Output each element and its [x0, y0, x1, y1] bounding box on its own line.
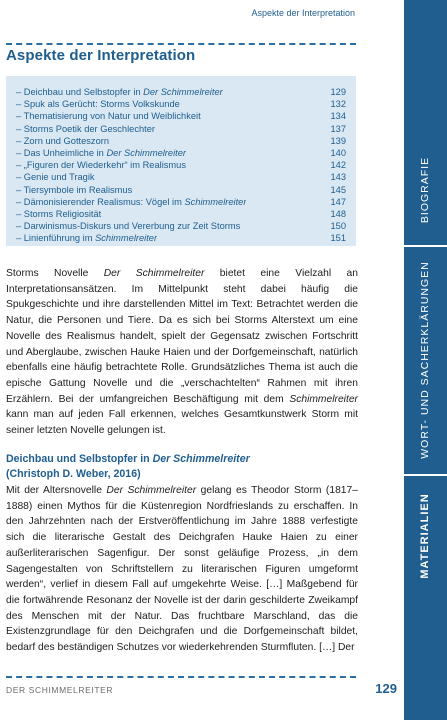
contents-entry[interactable]	[16, 196, 346, 208]
contents-entry-label: – Dämonisierender Realismus: Vögel im Schimmelreiter	[16, 196, 247, 207]
contents-entry-page: 132	[330, 99, 346, 110]
contents-entry-page: 129	[330, 87, 346, 97]
contents-entry-page: 137	[330, 123, 346, 134]
section-title: Aspekte der Interpretation	[6, 47, 196, 64]
contents-entry-page: 139	[330, 135, 346, 146]
contents-entry-label: – Tiersymbole im Realismus	[16, 184, 133, 195]
contents-entry-page: 151	[330, 233, 346, 244]
sidebar-tab-wort-und-sacherklaerungen[interactable]: WORT- UND SACHERKLÄRUNGEN	[419, 261, 431, 459]
bottom-dashed-rule	[6, 676, 356, 678]
contents-entry-page: 147	[330, 196, 346, 207]
contents-entry-label: – Deichbau und Selbstopfer in Der Schimmelreiter	[16, 87, 223, 97]
contents-entry[interactable]	[16, 232, 346, 244]
contents-entry[interactable]	[16, 147, 346, 159]
contents-entry-label: – Darwinismus-Diskurs und Vererbung zur Zeit Storms	[16, 221, 241, 232]
contents-entry-page: 142	[330, 160, 346, 171]
contents-entry-label: – Storms Religiosität	[16, 208, 102, 219]
contents-entry[interactable]	[16, 171, 346, 183]
contents-entry-label: – Linienführung im Schimmelreiter	[16, 233, 158, 244]
contents-entry[interactable]	[16, 110, 346, 122]
contents-entry[interactable]	[16, 98, 346, 110]
sidebar-divider	[404, 474, 447, 476]
contents-entry-label: – Genie und Tragik	[16, 172, 95, 183]
contents-box	[6, 76, 356, 246]
contents-entry-page: 140	[330, 147, 346, 158]
contents-entry[interactable]	[16, 123, 346, 135]
sidebar-tab-materialien[interactable]: MATERIALIEN	[419, 493, 431, 579]
contents-entry[interactable]	[16, 208, 346, 220]
contents-entry-label: – Das Unheimliche in Der Schimmelreiter	[16, 147, 186, 158]
running-head: Aspekte der Interpretation	[251, 8, 355, 18]
contents-entry-label: – Storms Poetik der Geschlechter	[16, 123, 155, 134]
contents-entry-page: 143	[330, 172, 346, 183]
page-number: 129	[375, 681, 397, 696]
intro-paragraph: Storms Novelle Der Schimmelreiter bietet eine Vielzahl an Interpretationsansätzen. Im Mittelpunkt steht dabei häufig die Spukgeschichte und ihre darstellenden Mittel im Text: Betrachtet werden die Natur, die Personen und Tiere. Da es sich bei Storms Alterstext um eine Novelle des Realismus handelt, spielt der Gegensatz zwischen Fortschritt und Aberglaube, zwischen Hauke Haien und der Dorfgemeinschaft, natürlich ebenfalls eine häufig betrachtete Rolle. Grundsätzliches Thema ist auch die epische Gattung Novelle und die „verschachtelten“ Rahmen mit ihren Erzählern. Bei der umfangreichen Beschäftigung mit dem Schimmelreiter kann man auf jeden Fall erkennen, welches Gesamtkunstwerk Storm mit seiner letzten Novelle gelungen ist.	[6, 268, 358, 437]
contents-entry[interactable]	[16, 135, 346, 147]
contents-entry-page: 150	[330, 221, 346, 232]
contents-entry[interactable]	[16, 184, 346, 196]
contents-entry-label: – Spuk als Gerücht: Storms Volkskunde	[16, 99, 180, 110]
sidebar-divider	[404, 245, 447, 247]
top-dashed-rule	[6, 43, 356, 45]
contents-entry[interactable]	[16, 159, 346, 171]
contents-entry-page: 134	[330, 111, 346, 122]
contents-entry-page: 148	[330, 208, 346, 219]
contents-entry[interactable]	[16, 220, 346, 232]
section-subheading: Deichbau und Selbstopfer in Der Schimmelreiter (Christoph D. Weber, 2016)	[6, 453, 250, 480]
contents-entry-label: – Thematisierung von Natur und Weiblichkeit	[16, 111, 201, 122]
quote-paragraph: Mit der Altersnovelle Der Schimmelreiter gelang es Theodor Storm (1817–1888) einen Mythos für die Küstenregion Nordfrieslands zu erschaffen. In den Jahrzehnten nach der Erstveröffentlichung im Jahre 1888 verfestigte sich die literarische Gestalt des Deichgrafen Hauke Haien zu einer außerliterarischen Sagenfigur. Der sonst geläufige Prozess, „in dem Sagengestalten von Schriftstellern zu literarischen Figuren umgeformt werden“, verlief in diesem Fall auf umgekehrte Weise. […] Maßgebend für die fortwährende Resonanz der Novelle ist der darin geschilderte Zweikampf des Menschen mit der Natur. Das fruchtbare Marschland, das die Existenzgrundlage für den Deichgrafen und die Dorfgemeinschaft bildet, bedarf des beständigen Schutzes vor wiederkehrenden Sturmfluten. […] Der	[6, 485, 358, 654]
footer-book-title: DER SCHIMMELREITER	[6, 685, 114, 695]
contents-entry-label: – „Figuren der Wiederkehr“ im Realismus	[16, 160, 186, 171]
contents-list	[6, 76, 356, 244]
contents-entry-page: 145	[330, 184, 346, 195]
contents-entry[interactable]	[16, 86, 346, 98]
contents-entry-label: – Zorn und Gotteszorn	[16, 135, 110, 146]
sidebar-tab-biografie[interactable]: BIOGRAFIE	[419, 156, 431, 224]
